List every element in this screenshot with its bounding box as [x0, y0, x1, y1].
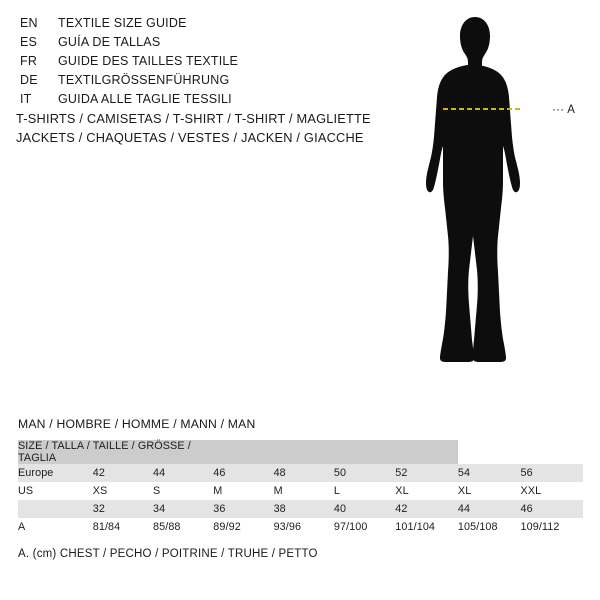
cell-value: L — [334, 482, 395, 500]
cell-value: M — [274, 482, 334, 500]
language-row — [20, 35, 440, 54]
table-header-label: SIZE / TALLA / TAILLE / GRÖSSE / TAGLIA — [18, 440, 213, 464]
language-row — [20, 73, 440, 92]
cell-value: 32 — [93, 500, 153, 518]
table-header-spacer — [274, 440, 334, 464]
language-title: TEXTILGRÖSSENFÜHRUNG — [58, 73, 230, 87]
language-header-block — [20, 16, 440, 111]
footnote-chest-measure: A. (cm) CHEST / PECHO / POITRINE / TRUHE / PETTO — [18, 548, 318, 560]
cell-value: 42 — [93, 464, 153, 482]
language-row — [20, 92, 440, 111]
row-label: A — [18, 518, 93, 536]
language-row — [20, 54, 440, 73]
category-line-jackets: JACKETS / CHAQUETAS / VESTES / JACKEN / GIACCHE — [16, 130, 364, 145]
garment-category-block — [16, 111, 371, 149]
table-header-spacer — [334, 440, 395, 464]
cell-value: 40 — [334, 500, 395, 518]
size-table — [18, 440, 583, 536]
table-row — [18, 500, 583, 518]
language-code: ES — [20, 35, 38, 49]
table-header-row — [18, 440, 583, 464]
category-line-tshirts: T-SHIRTS / CAMISETAS / T-SHIRT / T-SHIRT / MAGLIETTE — [16, 111, 371, 126]
row-label: US — [18, 482, 93, 500]
table-header-spacer — [395, 440, 458, 464]
cell-value: XL — [395, 482, 458, 500]
language-code: IT — [20, 92, 32, 106]
language-row — [20, 16, 440, 35]
row-label — [18, 500, 93, 518]
cell-value: 52 — [395, 464, 458, 482]
cell-value: 81/84 — [93, 518, 153, 536]
cell-value: 38 — [274, 500, 334, 518]
cell-value: 109/112 — [521, 518, 583, 536]
language-title: GUÍA DE TALLAS — [58, 35, 161, 49]
cell-value: 54 — [458, 464, 521, 482]
language-title: GUIDE DES TAILLES TEXTILE — [58, 54, 239, 68]
table-row — [18, 464, 583, 482]
cell-value: 34 — [153, 500, 213, 518]
cell-value: 93/96 — [274, 518, 334, 536]
cell-value: M — [213, 482, 273, 500]
cell-value: 56 — [521, 464, 583, 482]
table-row — [18, 482, 583, 500]
cell-value: XXL — [521, 482, 583, 500]
silhouette-body-shape — [426, 17, 520, 362]
language-title: TEXTILE SIZE GUIDE — [58, 16, 187, 30]
cell-value: 97/100 — [334, 518, 395, 536]
cell-value: 36 — [213, 500, 273, 518]
language-code: DE — [20, 73, 38, 87]
cell-value: 48 — [274, 464, 334, 482]
cell-value: XS — [93, 482, 153, 500]
table-title-man: MAN / HOMBRE / HOMME / MANN / MAN — [18, 417, 256, 431]
language-code: FR — [20, 54, 38, 68]
cell-value: 42 — [395, 500, 458, 518]
measure-marker-a: ··· A — [552, 104, 576, 116]
cell-value: 44 — [458, 500, 521, 518]
cell-value: 101/104 — [395, 518, 458, 536]
cell-value: 89/92 — [213, 518, 273, 536]
row-label: Europe — [18, 464, 93, 482]
cell-value: XL — [458, 482, 521, 500]
cell-value: 85/88 — [153, 518, 213, 536]
cell-value: 46 — [213, 464, 273, 482]
cell-value: S — [153, 482, 213, 500]
language-title: GUIDA ALLE TAGLIE TESSILI — [58, 92, 232, 106]
table-header-spacer — [213, 440, 273, 464]
cell-value: 105/108 — [458, 518, 521, 536]
language-code: EN — [20, 16, 38, 30]
cell-value: 46 — [521, 500, 583, 518]
table-row — [18, 518, 583, 536]
body-silhouette-figure — [415, 14, 590, 404]
cell-value: 50 — [334, 464, 395, 482]
silhouette-svg — [415, 14, 590, 404]
cell-value: 44 — [153, 464, 213, 482]
